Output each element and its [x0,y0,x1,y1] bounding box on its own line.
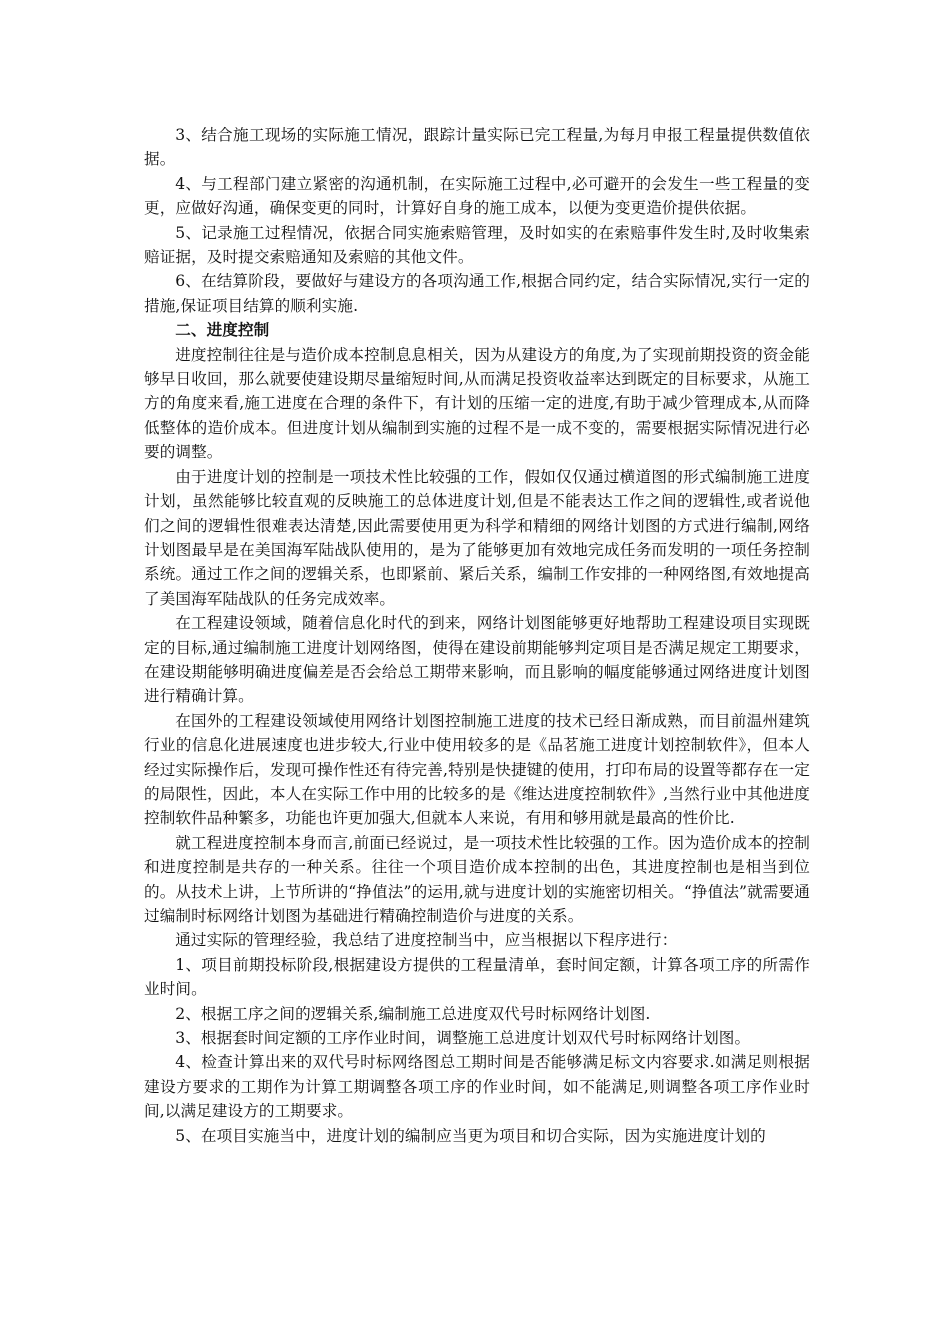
paragraph: 3、结合施工现场的实际施工情况，跟踪计量实际已完工程量,为每月申报工程量提供数值依据。 [144,126,810,169]
paragraph: 5、在项目实施当中，进度计划的编制应当更为项目和切合实际，因为实施进度计划的 [175,1126,766,1145]
paragraph: 通过实际的管理经验，我总结了进度控制当中，应当根据以下程序进行： [175,931,678,950]
paragraph: 4、检查计算出来的双代号时标网络图总工期时间是否能够满足标文内容要求.如满足则根据建设方要求的工期作为计算工期调整各项工序的作业时间，如不能满足,则调整各项工序作业时间,以满足建设方的工期要求。 [144,1053,810,1121]
paragraph: 在工程建设领域，随着信息化时代的到来，网络计划图能够更好地帮助工程建设项目实现既定的目标,通过编制施工进度计划网络图，使得在建设前期能够判定项目是否满足规定工期要求，在建设期能够明确进度偏差是否会给总工期带来影响，而且影响的幅度能够通过网络进度计划图进行精确计算。 [144,614,810,706]
paragraph: 2、根据工序之间的逻辑关系,编制施工总进度双代号时标网络计划图. [175,1004,651,1023]
paragraph: 由于进度计划的控制是一项技术性比较强的工作，假如仅仅通过横道图的形式编制施工进度计划，虽然能够比较直观的反映施工的总体进度计划,但是不能表达工作之间的逻辑性,或者说他们之间的逻辑性很难表达清楚,因此需要使用更为科学和精细的网络计划图的方式进行编制,网络计划图最早是在美国海军陆战队使用的，是为了能够更加有效地完成任务而发明的一项任务控制系统。通过工作之间的逻辑关系，也即紧前、紧后关系，编制工作安排的一种网络图,有效地提高了美国海军陆战队的任务完成效率。 [144,467,810,608]
paragraph: 6、在结算阶段，要做好与建设方的各项沟通工作,根据合同约定，结合实际情况,实行一定的措施,保证项目结算的顺利实施. [144,272,810,315]
paragraph: 3、根据套时间定额的工序作业时间，调整施工总进度计划双代号时标网络计划图。 [175,1029,751,1048]
document-body [144,123,810,1148]
paragraph: 进度控制往往是与造价成本控制息息相关，因为从建设方的角度,为了实现前期投资的资金能够早日收回，那么就要使建设期尽量缩短时间,从而满足投资收益率达到既定的目标要求，从施工方的角度来看,施工进度在合理的条件下，有计划的压缩一定的进度,有助于减少管理成本,从而降低整体的造价成本。但进度计划从编制到实施的过程不是一成不变的，需要根据实际情况进行必要的调整。 [144,345,810,462]
paragraph: 1、项目前期投标阶段,根据建设方提供的工程量清单，套时间定额，计算各项工序的所需作业时间。 [144,955,810,999]
section-heading: 二、进度控制 [175,320,270,340]
paragraph: 4、与工程部门建立紧密的沟通机制，在实际施工过程中,必可避开的会发生一些工程量的变更，应做好沟通，确保变更的同时，计算好自身的施工成本，以便为变更造价提供依据。 [144,174,810,218]
paragraph: 5、记录施工过程情况，依据合同实施索赔管理，及时如实的在索赔事件发生时,及时收集索赔证据，及时提交索赔通知及索赔的其他文件。 [144,223,810,267]
paragraph: 就工程进度控制本身而言,前面已经说过，是一项技术性比较强的工作。因为造价成本的控制和进度控制是共存的一种关系。往往一个项目造价成本控制的出色，其进度控制也是相当到位的。从技术上讲，上节所讲的“挣值法”的运用,就与进度计划的实施密切相关。“挣值法”就需要通过编制时标网络计划图为基础进行精确控制造价与进度的关系。 [144,833,810,925]
paragraph: 在国外的工程建设领域使用网络计划图控制施工进度的技术已经日渐成熟，而目前温州建筑行业的信息化进展速度也进步较大,行业中使用较多的是《品茗施工进度计划控制软件》，但本人经过实际操作后，发现可操作性还有待完善,特别是快捷键的使用，打印布局的设置等都存在一定的局限性，因此，本人在实际工作中用的比较多的是《维达进度控制软件》,当然行业中其他进度控制软件品种繁多，功能也许更加强大,但就本人来说，有用和够用就是最高的性价比. [144,711,810,828]
